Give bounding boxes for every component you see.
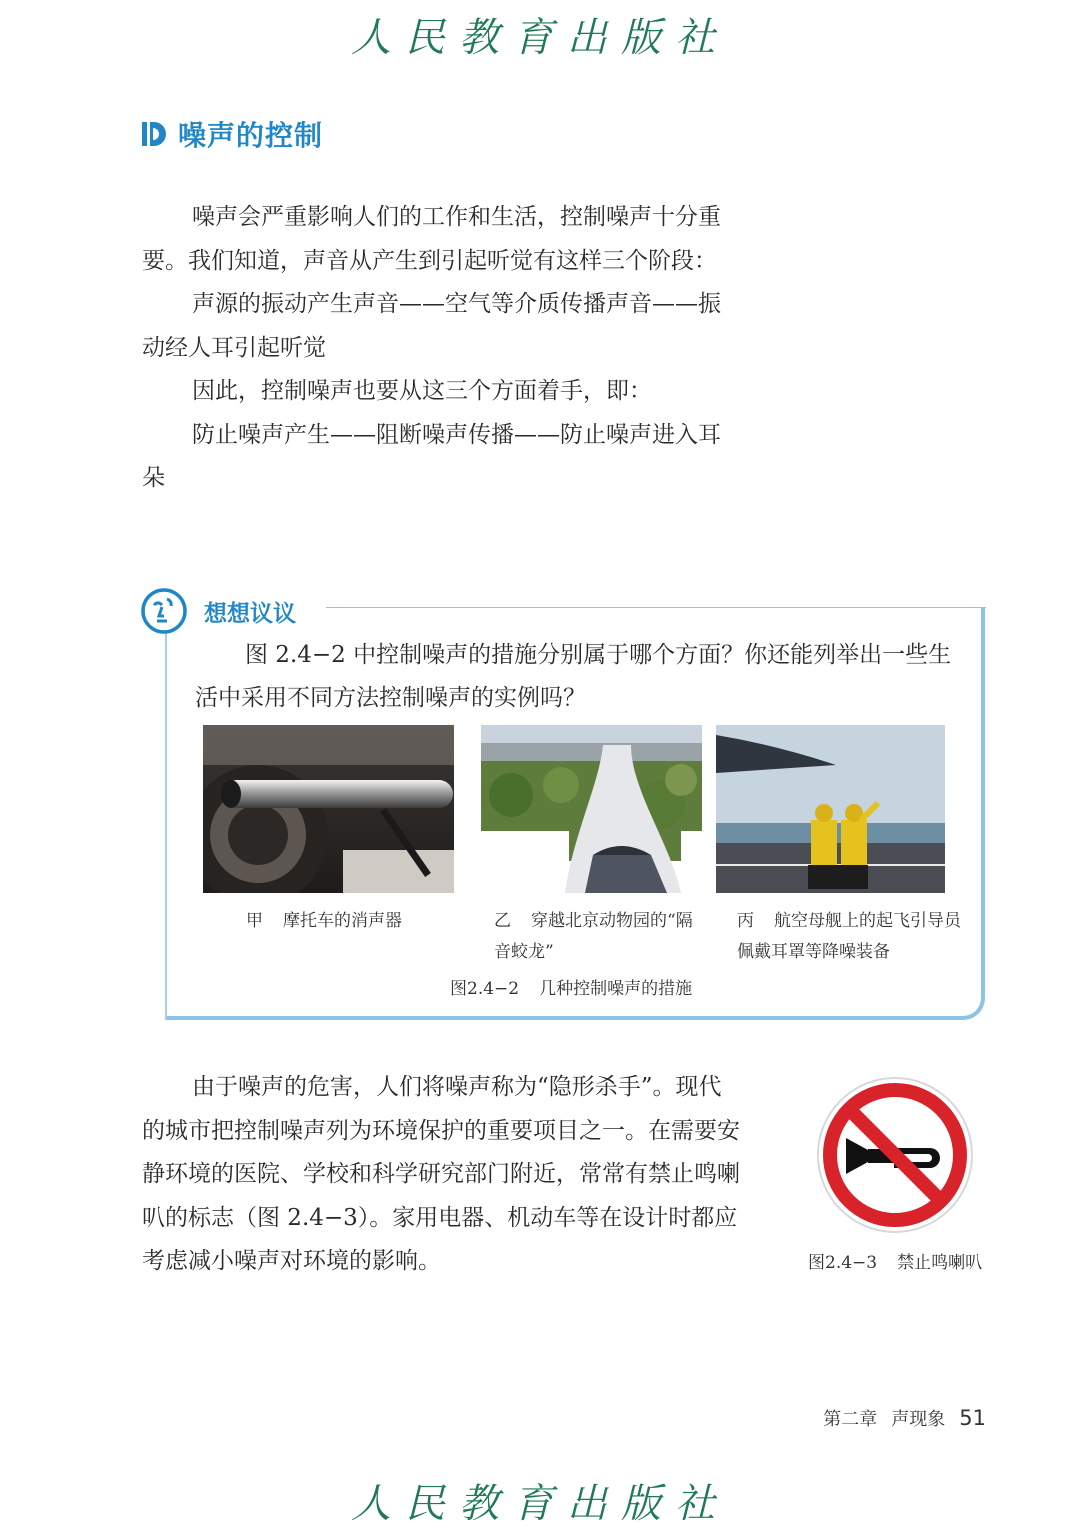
- discussion-rule: [326, 607, 986, 608]
- discussion-title: 想想议议: [204, 600, 296, 627]
- figure-a-label: 甲: [246, 911, 263, 931]
- figure-b-label: 乙: [494, 911, 511, 931]
- sign-figure-number: 图2.4−3: [808, 1253, 878, 1273]
- figure-a-text: 摩托车的消声器: [283, 911, 402, 931]
- closing-paragraph-text: 由于噪声的危害，人们将噪声称为“隐形杀手”。现代的城市把控制噪声列为环境保护的重要项目之一。在需要安静环境的医院、学校和科学研究部门附近，常常有禁止鸣喇叭的标志（图 2.4−3）。家用电器、机动车等在设计时都应考虑减小噪声对环境的影响。: [142, 1074, 740, 1274]
- figure-c-label: 丙: [737, 911, 754, 931]
- closing-paragraph: [142, 1066, 742, 1284]
- figure-b-caption: [494, 906, 694, 968]
- thinking-face-icon: [140, 587, 188, 635]
- measures-line: 防止噪声产生——阻断噪声传播——防止噪声进入耳朵: [142, 421, 721, 491]
- section-marker-icon: [142, 121, 166, 147]
- publisher-logo-top: 人民教育出版社: [351, 15, 729, 61]
- figure-2-4-2-caption: [450, 974, 750, 1005]
- figure-2-4-3-caption: [808, 1248, 1008, 1279]
- intro-text: [142, 196, 742, 501]
- section-heading: [142, 112, 323, 156]
- noise-barrier-tunnel-photo: [481, 725, 702, 893]
- figure-caption-text: 几种控制噪声的措施: [539, 979, 693, 999]
- sign-figure-text: 禁止鸣喇叭: [897, 1253, 983, 1273]
- footer-chapter: 第二章: [823, 1409, 878, 1430]
- motorcycle-muffler-photo: [203, 725, 454, 893]
- stages-line: 声源的振动产生声音——空气等介质传播声音——振动经人耳引起听觉: [142, 291, 721, 361]
- figure-c-caption: [737, 906, 967, 968]
- question-text: 图 2.4−2 中控制噪声的措施分别属于哪个方面？你还能列举出一些生活中采用不同方法控制噪声的实例吗？: [195, 642, 952, 711]
- figure-b-text: 穿越北京动物园的“隔音蛟龙”: [494, 911, 693, 962]
- publisher-logo-bottom: 人民教育出版社: [351, 1481, 729, 1527]
- page-number: 51: [959, 1406, 986, 1430]
- figure-c-text: 航空母舰上的起飞引导员佩戴耳罩等降噪装备: [737, 911, 961, 962]
- no-horn-sign-icon: [816, 1076, 974, 1234]
- section-title: 噪声的控制: [178, 119, 324, 152]
- footer-chapter-title: 声现象: [891, 1409, 946, 1430]
- page-footer: [823, 1405, 986, 1431]
- discussion-heading: [140, 586, 296, 636]
- intro-paragraph: 噪声会严重影响人们的工作和生活，控制噪声十分重要。我们知道，声音从产生到引起听觉有这样三个阶段：: [142, 204, 721, 274]
- discussion-question: [195, 634, 965, 720]
- intro-paragraph-2: 因此，控制噪声也要从这三个方面着手，即：: [192, 378, 652, 404]
- figure-number: 图2.4−2: [450, 979, 520, 999]
- carrier-deck-crew-photo: [716, 725, 945, 893]
- figure-a-caption: [246, 906, 466, 937]
